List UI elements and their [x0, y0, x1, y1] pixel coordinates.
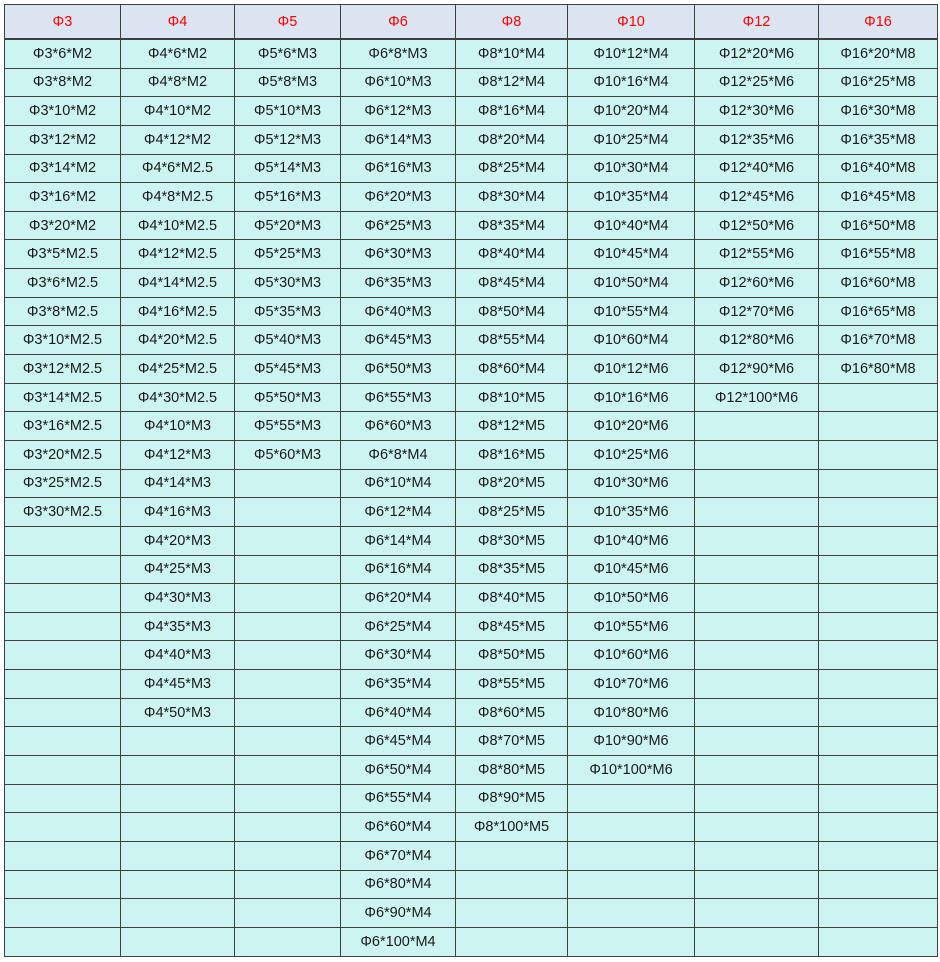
table-cell: Φ12*20*M6: [695, 39, 819, 68]
table-cell: Φ5*6*M3: [235, 39, 341, 68]
table-cell: [568, 899, 695, 928]
table-cell: Φ10*12*M6: [568, 355, 695, 384]
table-cell: [235, 784, 341, 813]
table-cell: Φ3*5*M2.5: [5, 240, 121, 269]
table-cell: Φ4*40*M3: [121, 641, 235, 670]
table-cell: Φ4*16*M2.5: [121, 297, 235, 326]
table-row: [5, 612, 938, 641]
table-cell: Φ3*12*M2: [5, 125, 121, 154]
table-cell: Φ8*60*M4: [456, 355, 568, 384]
table-cell: Φ4*10*M2: [121, 97, 235, 126]
table-cell: [819, 584, 938, 613]
table-cell: Φ6*10*M4: [341, 469, 456, 498]
column-header: Φ10: [568, 5, 695, 40]
table-cell: Φ6*20*M4: [341, 584, 456, 613]
table-cell: Φ10*60*M4: [568, 326, 695, 355]
table-cell: Φ16*60*M8: [819, 269, 938, 298]
table-cell: Φ5*60*M3: [235, 440, 341, 469]
table-cell: [819, 927, 938, 956]
table-row: [5, 39, 938, 68]
table-cell: Φ5*16*M3: [235, 183, 341, 212]
table-row: [5, 240, 938, 269]
table-cell: [5, 813, 121, 842]
table-cell: Φ4*12*M3: [121, 440, 235, 469]
column-header: Φ8: [456, 5, 568, 40]
table-cell: [5, 670, 121, 699]
table-cell: [5, 841, 121, 870]
table-cell: Φ10*55*M6: [568, 612, 695, 641]
table-cell: Φ8*12*M5: [456, 412, 568, 441]
table-cell: [456, 870, 568, 899]
table-cell: Φ8*80*M5: [456, 756, 568, 785]
table-row: [5, 899, 938, 928]
table-cell: Φ3*14*M2.5: [5, 383, 121, 412]
table-row: [5, 870, 938, 899]
table-cell: Φ3*16*M2: [5, 183, 121, 212]
table-row: [5, 584, 938, 613]
table-cell: Φ3*8*M2: [5, 68, 121, 97]
table-cell: [235, 813, 341, 842]
table-cell: Φ12*25*M6: [695, 68, 819, 97]
table-cell: Φ4*12*M2: [121, 125, 235, 154]
table-cell: Φ4*50*M3: [121, 698, 235, 727]
table-cell: Φ5*55*M3: [235, 412, 341, 441]
table-cell: Φ4*8*M2: [121, 68, 235, 97]
table-cell: [819, 440, 938, 469]
table-cell: Φ10*30*M4: [568, 154, 695, 183]
table-cell: Φ6*14*M4: [341, 526, 456, 555]
table-cell: Φ6*55*M3: [341, 383, 456, 412]
table-cell: Φ12*45*M6: [695, 183, 819, 212]
table-cell: Φ4*6*M2: [121, 39, 235, 68]
table-cell: Φ3*25*M2.5: [5, 469, 121, 498]
table-cell: Φ8*70*M5: [456, 727, 568, 756]
table-cell: Φ12*60*M6: [695, 269, 819, 298]
table-row: [5, 97, 938, 126]
table-cell: Φ8*16*M4: [456, 97, 568, 126]
table-cell: Φ12*55*M6: [695, 240, 819, 269]
table-cell: Φ5*12*M3: [235, 125, 341, 154]
table-cell: [695, 841, 819, 870]
table-cell: [695, 612, 819, 641]
table-cell: [235, 469, 341, 498]
table-cell: Φ10*30*M6: [568, 469, 695, 498]
table-cell: Φ8*35*M5: [456, 555, 568, 584]
table-cell: Φ4*25*M3: [121, 555, 235, 584]
table-cell: [695, 870, 819, 899]
table-cell: Φ5*25*M3: [235, 240, 341, 269]
table-cell: [121, 727, 235, 756]
table-cell: Φ6*100*M4: [341, 927, 456, 956]
table-cell: Φ6*45*M4: [341, 727, 456, 756]
table-cell: [121, 784, 235, 813]
table-cell: Φ6*50*M3: [341, 355, 456, 384]
table-cell: Φ12*90*M6: [695, 355, 819, 384]
table-cell: [5, 870, 121, 899]
table-cell: Φ8*25*M4: [456, 154, 568, 183]
table-cell: Φ16*35*M8: [819, 125, 938, 154]
table-cell: Φ6*30*M4: [341, 641, 456, 670]
table-cell: Φ6*12*M3: [341, 97, 456, 126]
table-cell: [5, 727, 121, 756]
table-row: [5, 641, 938, 670]
table-row: [5, 813, 938, 842]
table-cell: Φ8*45*M5: [456, 612, 568, 641]
table-cell: Φ4*16*M3: [121, 498, 235, 527]
table-cell: [5, 641, 121, 670]
table-cell: Φ16*55*M8: [819, 240, 938, 269]
table-cell: [695, 641, 819, 670]
table-cell: [819, 756, 938, 785]
table-cell: Φ4*30*M3: [121, 584, 235, 613]
table-cell: [5, 555, 121, 584]
table-cell: [235, 584, 341, 613]
table-cell: [235, 698, 341, 727]
table-cell: Φ5*14*M3: [235, 154, 341, 183]
table-cell: Φ8*40*M5: [456, 584, 568, 613]
table-cell: Φ6*40*M4: [341, 698, 456, 727]
table-row: [5, 498, 938, 527]
table-cell: Φ4*20*M3: [121, 526, 235, 555]
table-cell: Φ8*90*M5: [456, 784, 568, 813]
table-cell: Φ3*20*M2.5: [5, 440, 121, 469]
table-cell: Φ6*12*M4: [341, 498, 456, 527]
table-row: [5, 68, 938, 97]
table-row: [5, 297, 938, 326]
table-cell: [819, 698, 938, 727]
table-cell: Φ16*65*M8: [819, 297, 938, 326]
table-cell: [235, 670, 341, 699]
table-row: [5, 526, 938, 555]
table-row: [5, 727, 938, 756]
table-cell: Φ6*8*M4: [341, 440, 456, 469]
table-cell: Φ10*60*M6: [568, 641, 695, 670]
table-cell: Φ6*25*M3: [341, 211, 456, 240]
table-cell: [5, 899, 121, 928]
table-cell: Φ6*80*M4: [341, 870, 456, 899]
table-cell: [819, 870, 938, 899]
table-cell: Φ16*20*M8: [819, 39, 938, 68]
table-cell: Φ3*10*M2: [5, 97, 121, 126]
table-cell: [695, 526, 819, 555]
table-cell: Φ5*20*M3: [235, 211, 341, 240]
table-cell: Φ8*16*M5: [456, 440, 568, 469]
table-cell: [235, 870, 341, 899]
table-cell: [5, 784, 121, 813]
table-cell: [819, 412, 938, 441]
table-cell: Φ3*8*M2.5: [5, 297, 121, 326]
table-row: [5, 326, 938, 355]
table-cell: [121, 756, 235, 785]
table-cell: Φ12*30*M6: [695, 97, 819, 126]
table-cell: Φ16*70*M8: [819, 326, 938, 355]
table-cell: Φ5*40*M3: [235, 326, 341, 355]
table-cell: [819, 813, 938, 842]
table-cell: Φ12*40*M6: [695, 154, 819, 183]
table-cell: Φ3*20*M2: [5, 211, 121, 240]
table-cell: Φ4*12*M2.5: [121, 240, 235, 269]
table-cell: Φ6*16*M4: [341, 555, 456, 584]
table-cell: Φ16*25*M8: [819, 68, 938, 97]
table-cell: Φ10*20*M6: [568, 412, 695, 441]
table-cell: Φ5*45*M3: [235, 355, 341, 384]
table-cell: [819, 727, 938, 756]
table-cell: Φ5*10*M3: [235, 97, 341, 126]
table-cell: Φ6*50*M4: [341, 756, 456, 785]
table-row: [5, 670, 938, 699]
table-cell: Φ10*20*M4: [568, 97, 695, 126]
table-cell: Φ10*25*M6: [568, 440, 695, 469]
table-cell: [121, 813, 235, 842]
table-cell: Φ16*45*M8: [819, 183, 938, 212]
table-cell: Φ16*50*M8: [819, 211, 938, 240]
table-cell: Φ6*55*M4: [341, 784, 456, 813]
table-cell: Φ10*25*M4: [568, 125, 695, 154]
table-cell: Φ6*45*M3: [341, 326, 456, 355]
table-cell: Φ10*70*M6: [568, 670, 695, 699]
table-cell: Φ10*100*M6: [568, 756, 695, 785]
table-cell: [568, 813, 695, 842]
table-cell: [121, 927, 235, 956]
table-cell: [695, 440, 819, 469]
table-cell: Φ8*35*M4: [456, 211, 568, 240]
table-cell: [5, 756, 121, 785]
table-cell: Φ3*30*M2.5: [5, 498, 121, 527]
table-cell: [456, 841, 568, 870]
table-cell: Φ3*16*M2.5: [5, 412, 121, 441]
table-cell: Φ4*14*M2.5: [121, 269, 235, 298]
table-cell: Φ8*30*M4: [456, 183, 568, 212]
table-cell: [5, 584, 121, 613]
column-header: Φ6: [341, 5, 456, 40]
table-cell: Φ10*45*M6: [568, 555, 695, 584]
table-cell: Φ8*10*M4: [456, 39, 568, 68]
table-row: [5, 183, 938, 212]
table-cell: [695, 899, 819, 928]
table-cell: [695, 584, 819, 613]
table-cell: Φ3*6*M2: [5, 39, 121, 68]
table-cell: [568, 870, 695, 899]
table-cell: Φ8*10*M5: [456, 383, 568, 412]
table-row: [5, 125, 938, 154]
table-row: [5, 383, 938, 412]
table-cell: Φ8*50*M5: [456, 641, 568, 670]
table-cell: Φ6*35*M3: [341, 269, 456, 298]
table-cell: Φ10*16*M4: [568, 68, 695, 97]
table-cell: Φ8*60*M5: [456, 698, 568, 727]
table-cell: [5, 698, 121, 727]
column-header: Φ12: [695, 5, 819, 40]
table-row: [5, 756, 938, 785]
table-cell: Φ16*40*M8: [819, 154, 938, 183]
table-row: [5, 154, 938, 183]
table-row: [5, 440, 938, 469]
table-cell: Φ6*25*M4: [341, 612, 456, 641]
table-cell: [819, 612, 938, 641]
table-cell: Φ4*35*M3: [121, 612, 235, 641]
table-cell: Φ10*12*M4: [568, 39, 695, 68]
table-row: [5, 698, 938, 727]
table-cell: [235, 756, 341, 785]
table-cell: Φ8*30*M5: [456, 526, 568, 555]
table-cell: [819, 469, 938, 498]
header-row: [5, 5, 938, 40]
table-cell: [235, 641, 341, 670]
table-cell: Φ8*45*M4: [456, 269, 568, 298]
table-cell: Φ8*40*M4: [456, 240, 568, 269]
column-header: Φ4: [121, 5, 235, 40]
table-cell: [695, 670, 819, 699]
table-cell: Φ4*10*M3: [121, 412, 235, 441]
table-cell: Φ10*90*M6: [568, 727, 695, 756]
table-cell: Φ4*6*M2.5: [121, 154, 235, 183]
table-cell: [5, 612, 121, 641]
table-row: [5, 469, 938, 498]
table-row: [5, 269, 938, 298]
table-cell: Φ12*70*M6: [695, 297, 819, 326]
table-cell: [819, 641, 938, 670]
table-cell: [5, 927, 121, 956]
table-cell: [235, 927, 341, 956]
table-cell: Φ8*100*M5: [456, 813, 568, 842]
table-cell: Φ4*10*M2.5: [121, 211, 235, 240]
table-cell: Φ4*8*M2.5: [121, 183, 235, 212]
table-cell: Φ8*12*M4: [456, 68, 568, 97]
table-cell: [695, 469, 819, 498]
table-cell: [695, 698, 819, 727]
table-cell: Φ4*30*M2.5: [121, 383, 235, 412]
table-row: [5, 211, 938, 240]
table-cell: [5, 526, 121, 555]
table-cell: [695, 784, 819, 813]
column-header: Φ3: [5, 5, 121, 40]
table-cell: Φ4*25*M2.5: [121, 355, 235, 384]
table-cell: [456, 899, 568, 928]
table-cell: Φ10*16*M6: [568, 383, 695, 412]
table-row: [5, 355, 938, 384]
table-cell: [819, 498, 938, 527]
table-cell: Φ12*100*M6: [695, 383, 819, 412]
table-cell: Φ10*40*M6: [568, 526, 695, 555]
table-cell: Φ6*60*M3: [341, 412, 456, 441]
table-cell: [695, 555, 819, 584]
table-cell: Φ16*80*M8: [819, 355, 938, 384]
table-cell: Φ10*45*M4: [568, 240, 695, 269]
table-cell: [121, 899, 235, 928]
table-cell: [568, 841, 695, 870]
table-cell: Φ4*14*M3: [121, 469, 235, 498]
table-cell: [695, 927, 819, 956]
table-cell: Φ6*70*M4: [341, 841, 456, 870]
table-cell: [695, 412, 819, 441]
table-row: [5, 412, 938, 441]
table-cell: Φ3*12*M2.5: [5, 355, 121, 384]
table-cell: Φ5*35*M3: [235, 297, 341, 326]
table-body: [5, 39, 938, 956]
table-cell: Φ6*40*M3: [341, 297, 456, 326]
table-row: [5, 784, 938, 813]
table-cell: Φ8*25*M5: [456, 498, 568, 527]
table-cell: [819, 670, 938, 699]
table-cell: Φ6*20*M3: [341, 183, 456, 212]
table-cell: Φ3*14*M2: [5, 154, 121, 183]
table-cell: Φ6*30*M3: [341, 240, 456, 269]
table-cell: Φ8*50*M4: [456, 297, 568, 326]
table-row: [5, 927, 938, 956]
table-cell: Φ3*10*M2.5: [5, 326, 121, 355]
table-cell: Φ5*8*M3: [235, 68, 341, 97]
table-cell: Φ12*35*M6: [695, 125, 819, 154]
table-cell: [819, 383, 938, 412]
table-row: [5, 841, 938, 870]
table-cell: [819, 526, 938, 555]
table-cell: [121, 870, 235, 899]
table-cell: [568, 784, 695, 813]
table-cell: Φ10*35*M6: [568, 498, 695, 527]
table-cell: Φ6*60*M4: [341, 813, 456, 842]
table-cell: Φ12*50*M6: [695, 211, 819, 240]
table-cell: Φ10*35*M4: [568, 183, 695, 212]
table-cell: Φ10*50*M4: [568, 269, 695, 298]
table-cell: [819, 899, 938, 928]
table-cell: Φ8*20*M4: [456, 125, 568, 154]
table-cell: Φ6*10*M3: [341, 68, 456, 97]
table-cell: Φ6*14*M3: [341, 125, 456, 154]
table-cell: Φ6*90*M4: [341, 899, 456, 928]
table-cell: Φ12*80*M6: [695, 326, 819, 355]
table-cell: Φ6*35*M4: [341, 670, 456, 699]
table-cell: Φ8*55*M4: [456, 326, 568, 355]
table-cell: Φ4*20*M2.5: [121, 326, 235, 355]
table-cell: Φ10*80*M6: [568, 698, 695, 727]
table-cell: [235, 612, 341, 641]
table-cell: [819, 841, 938, 870]
table-cell: [235, 498, 341, 527]
table-cell: [819, 555, 938, 584]
table-cell: [819, 784, 938, 813]
table-cell: [695, 813, 819, 842]
spec-table: [4, 4, 938, 957]
column-header: Φ5: [235, 5, 341, 40]
table-cell: [235, 841, 341, 870]
table-row: [5, 555, 938, 584]
table-cell: [235, 555, 341, 584]
table-cell: Φ5*50*M3: [235, 383, 341, 412]
table-cell: [568, 927, 695, 956]
table-cell: Φ4*45*M3: [121, 670, 235, 699]
table-cell: Φ10*55*M4: [568, 297, 695, 326]
table-cell: [121, 841, 235, 870]
table-cell: [235, 899, 341, 928]
table-cell: [456, 927, 568, 956]
table-cell: Φ3*6*M2.5: [5, 269, 121, 298]
table-cell: [695, 498, 819, 527]
table-cell: Φ8*55*M5: [456, 670, 568, 699]
table-cell: Φ6*16*M3: [341, 154, 456, 183]
table-cell: [695, 756, 819, 785]
table-cell: Φ6*8*M3: [341, 39, 456, 68]
table-cell: Φ8*20*M5: [456, 469, 568, 498]
table-cell: Φ5*30*M3: [235, 269, 341, 298]
table-cell: Φ10*40*M4: [568, 211, 695, 240]
table-cell: [695, 727, 819, 756]
table-cell: [235, 727, 341, 756]
table-cell: Φ10*50*M6: [568, 584, 695, 613]
table-cell: Φ16*30*M8: [819, 97, 938, 126]
column-header: Φ16: [819, 5, 938, 40]
table-cell: [235, 526, 341, 555]
